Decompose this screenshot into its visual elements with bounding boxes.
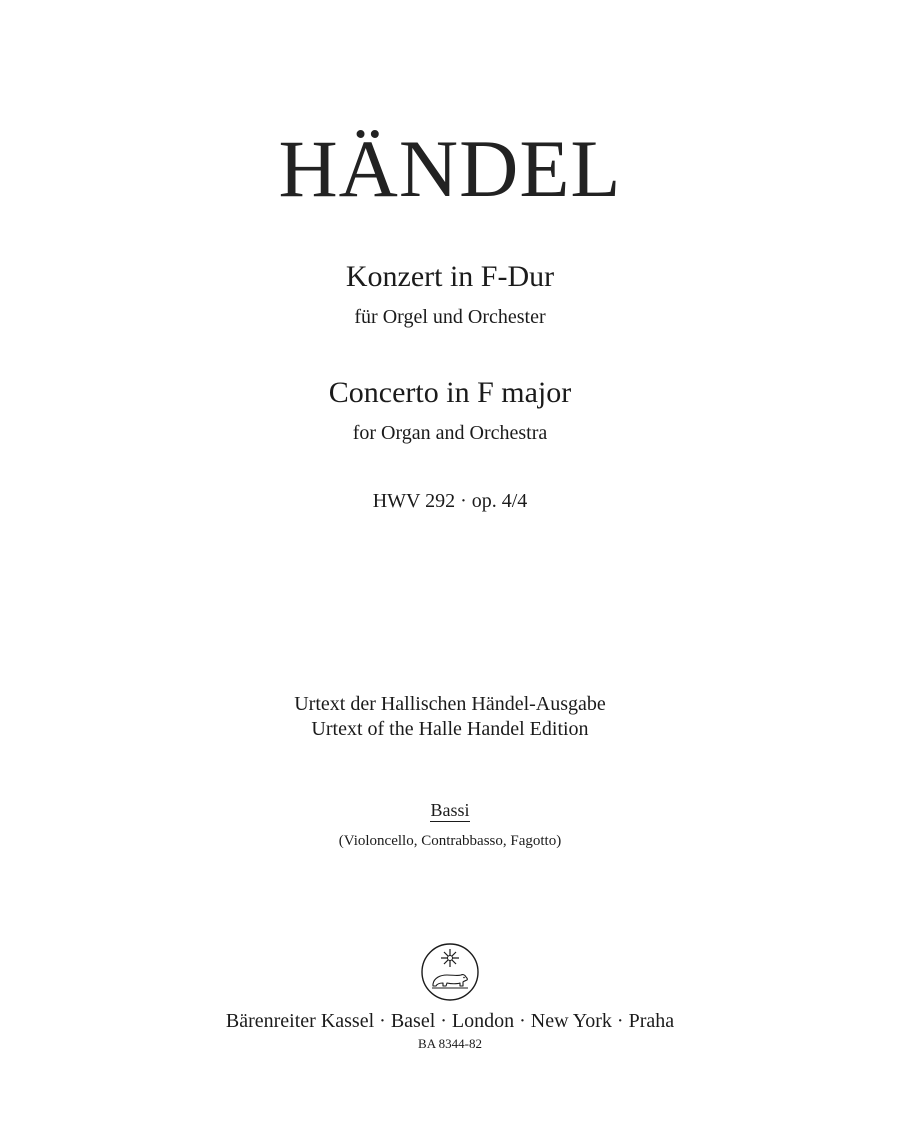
composer-name: HÄNDEL: [278, 123, 622, 214]
publisher-cities: Bärenreiter Kassel · Basel · London · New York · Praha: [225, 1010, 675, 1032]
work-subtitle-german: für Orgel und Orchester: [354, 306, 546, 328]
work-subtitle-english: for Organ and Orchestra: [352, 422, 548, 444]
order-number: BA 8344-82: [418, 1036, 482, 1051]
catalog-number: HWV 292 · op. 4/4: [372, 490, 528, 512]
part-name: [0, 801, 900, 822]
part-instruments: (Violoncello, Contrabbasso, Fagotto): [338, 833, 562, 849]
work-title-german: Konzert in F-Dur: [345, 260, 555, 293]
baerenreiter-bear-star-logo-icon: [420, 942, 480, 1002]
work-title-english: Concerto in F major: [328, 376, 572, 409]
edition-line-german: Urtext der Hallischen Händel-Ausgabe: [294, 693, 606, 715]
part-name-label: Bassi: [430, 800, 470, 820]
edition-line-english: Urtext of the Halle Handel Edition: [311, 718, 589, 740]
